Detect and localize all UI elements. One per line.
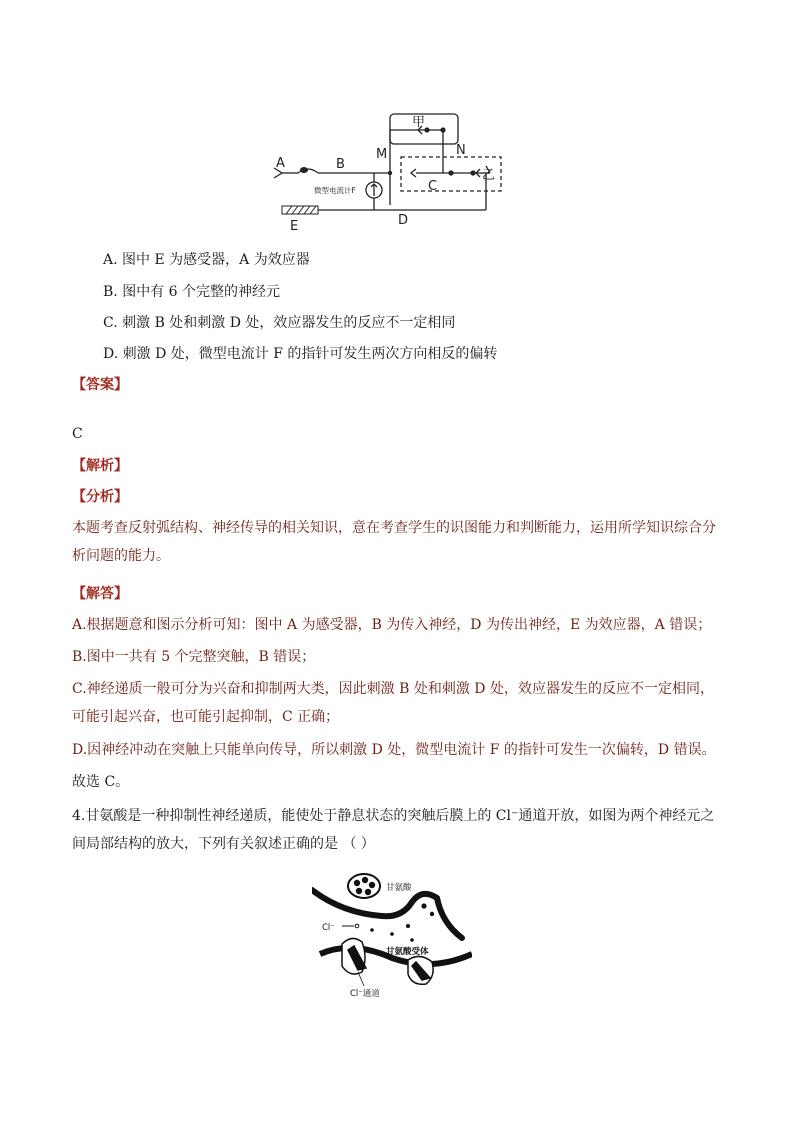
synapse-diagram — [312, 868, 472, 1000]
option-a: A. 图中 E 为感受器，A 为效应器 — [103, 252, 310, 268]
label-cl: Cl⁻ — [322, 923, 335, 933]
jieda-a: A.根据题意和图示分析可知：图中 A 为感受器，B 为传入神经，D 为传出神经，E 为效应器，A 错误； — [72, 617, 712, 633]
option-d: D. 刺激 D 处，微型电流计 F 的指针可发生两次方向相反的偏转 — [103, 346, 498, 362]
label-e: E — [290, 219, 299, 234]
label-c: C — [428, 179, 438, 194]
label-glycine: 甘氨酸 — [386, 883, 412, 893]
option-c: C. 刺激 B 处和刺激 D 处，效应器发生的反应不一定相同 — [103, 315, 456, 331]
jiexi-tag: 【解析】 — [72, 458, 128, 474]
label-a: A — [276, 156, 285, 171]
jieda-tag: 【解答】 — [72, 586, 128, 602]
label-meter: 微型电流计F — [314, 186, 356, 195]
answer-tag: 【答案】 — [72, 377, 128, 393]
fenxi-text: 本题考查反射弧结构、神经传导的相关知识，意在考查学生的识图能力和判断能力，运用所学知识综合分析问题的能力。 — [72, 520, 716, 564]
reflex-arc-diagram — [268, 110, 518, 235]
answer-value: C — [72, 426, 83, 442]
question-4: 4.甘氨酸是一种抑制性神经递质，能使处于静息状态的突触后膜上的 Cl⁻通道开放，如图为两个神经元之间局部结构的放大，下列有关叙述正确的是 （ ） — [72, 808, 715, 852]
jieda-d: D.因神经冲动在突触上只能单向传导，所以刺激 D 处，微型电流计 F 的指针可发生一次偏转，D 错误。 — [72, 742, 716, 758]
label-channel: Cl⁻通道 — [350, 989, 380, 999]
option-b: B. 图中有 6 个完整的神经元 — [103, 284, 280, 300]
fenxi-tag: 【分析】 — [72, 489, 128, 505]
jieda-c: C.神经递质一般可分为兴奋和抑制两大类，因此刺激 B 处和刺激 D 处，效应器发生的反应不一定相同，可能引起兴奋，也可能引起抑制，C 正确； — [72, 681, 714, 725]
jieda-b: B.图中一共有 5 个完整突触，B 错误； — [72, 649, 316, 665]
label-jia: 甲 — [412, 115, 426, 130]
label-yi: 乙 — [482, 168, 496, 183]
label-b: B — [336, 157, 345, 172]
label-m: M — [376, 147, 388, 162]
conclusion: 故选 C。 — [72, 774, 130, 790]
label-receptor: 甘氨酸受体 — [386, 947, 429, 957]
label-n: N — [456, 143, 466, 158]
label-d: D — [398, 213, 409, 228]
